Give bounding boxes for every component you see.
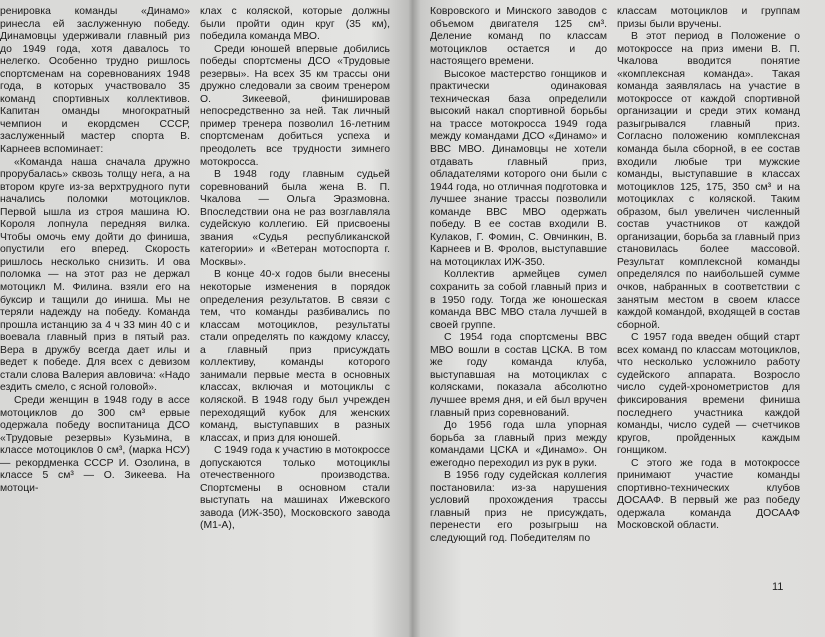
right-page — [412, 0, 825, 637]
paragraph: С 1954 года спортсмены ВВС МВО вошли в состав ЦСКА. В том же году команда клуба, выступавшая на мотоциклах с колясками, показала абсолютно лучшее время дня, и ей был вручен главный приз соревнований. — [430, 332, 607, 419]
right-column-1 — [430, 6, 607, 546]
left-column-1 — [0, 6, 190, 495]
page-number: 11 — [772, 581, 784, 593]
paragraph: С 1957 года введен общий старт всех команд по классам мотоциклов, что несколько усложнило работу судейского аппарата. Возросло число судей-хронометристов для фиксирования времени финиша последнего участника каждой команды, число судей — счетчиков кругов, пройденных каждым гонщиком. — [617, 332, 800, 457]
left-column-2 — [200, 6, 390, 533]
paragraph: В 1956 году судейская коллегия постановила: из-за нарушения условий прохождения трассы главный приз не присуждать, перенести его розыгрыш на следующий год. Победителям по — [430, 470, 607, 544]
paragraph: Ковровского и Минского заводов с объемом двигателя 125 см³. Деление команд по классам мотоциклов остается и до настоящего времени. — [430, 6, 607, 68]
paragraph: До 1956 года шла упорная борьба за главный приз между командами ЦСКА и «Динамо». Он ежегодно переходил из рук в руки. — [430, 420, 607, 469]
left-page — [0, 0, 400, 637]
paragraph: Среди юношей впервые добились победы спортсмены ДСО «Трудовые резервы». На всех 35 км трассы они дружно следовали за своим тренером О. Зикеевой, финишировав непосредственно за ней. Так личный пример тренера позволил 16-летним спортсменам добиться успеха и преодолеть все трудности зимнего мотокросса. — [200, 43, 390, 168]
paragraph: ренировка команды «Динамо» ринесла ей заслуженную победу. Динамовцы удерживали главный риз до 1949 года, хотя давалось то нелегко. Особенно трудно ришлось спортсменам на соревнованиях 1948 года, в которых участвовало 35 команд спортивных коллективов. Капитан оманды многократный чемпион и екордсмен СССР, заслуженный мастер спорта В. Карнеев вспоминает: — [0, 6, 190, 156]
paragraph: С этого же года в мотокроссе принимают участие команды спортивно-технических клубов ДОСААФ. В первый же раз победу одержала команда ДОСААФ Московской области. — [617, 457, 800, 532]
paragraph: клах с коляской, которые должны были пройти один круг (35 км), победила команда МВО. — [200, 6, 390, 43]
paragraph: «Команда наша сначала дружно прорубалась» сквозь толщу нега, а на втором круге из-за верхтрудного пути начались поломки мотоциклов. Первой ышла из строя машина Ю. Короля лопнула передняя вилка. Чтобы омочь ему дойти до финиша, опустили его вперед. Скорость ришлось несколько снизить. И ова поломка — на этот раз не держал мотоцикл М. Филина. взяли его на буксир и тащили до иниша. Мы не теряли надежду на победу. Команда прошла истанцию за 4 ч 33 мин 40 с и воевала главный приз в пятый раз. Вера в дружбу всегда дает илы и ведет к победе. Для всех с девизом стали слова Валерия авловича: «Надо ездить смело, с ясной головой». — [0, 156, 190, 394]
paragraph: Высокое мастерство гонщиков и практически одинаковая техническая база определили высокий накал спортивной борьбы на трассе мотокросса 1949 года между командами ДСО «Динамо» и ВВС МВО. Динамовцы не хотели отдавать главный приз, обладателями которого они были с 1944 года, но отличная подготовка и лучшее знание трассы позволили команде ВВС МВО одержать победу. В ее состав входили В. Кулаков, Г. Фомин, С. Овчинкин, В. Карнеев и В. Фролов, выступавшие на мотоциклах ИЖ-350. — [430, 68, 607, 268]
paragraph: Среди женщин в 1948 году в ассе мотоциклов до 300 см³ ервые одержала победу воспитаница ДСО «Трудовые резервы» Кузьмина, в классе мотоциклов 0 см³, (марка НСУ) — рекордменка СССР И. Озолина, в классе 5 см³ — О. Зикеева. На мотоци- — [0, 394, 190, 494]
paragraph: В 1948 году главным судьей соревнований была жена В. П. Чкалова — Ольга Эразмовна. Впоследствии она не раз возглавляла судейскую коллегию. Ей присвоены звания «Судья республиканской категории» и «Ветеран мотоспорта г. Москвы». — [200, 169, 390, 268]
paragraph: Коллектив армейцев сумел сохранить за собой главный приз и в 1950 году. Тогда же юношеская команда ВВС МВО стала лучшей в своей группе. — [430, 269, 607, 331]
paragraph: В этот период в Положение о мотокроссе на приз имени В. П. Чкалова вводится понятие «комплексная команда». Такая команда заявлялась на участие в мотокроссе от каждой спортивной организации и среди этих команд разыгрывался главный приз. Согласно положению комплексная команда была сборной, в ее состав входили любые три мужские команды, выступавшие в классах мотоциклов 125, 175, 350 см³ и на мотоциклах с коляской. Таким образом, был увеличен численный состав участников от каждой организации, борьба за главный приз становилась более массовой. Результат комплексной команды определялся по наибольшей сумме очков, набранных в соответствии с занятым местом в своем классе каждой командой, входящей в состав сборной. — [617, 31, 800, 331]
paragraph: В конце 40-х годов были внесены некоторые изменения в порядок определения результатов. В связи с тем, что команды разбивались по классам мотоциклов, результаты стали определять по каждому классу, а главный приз присуждать коллективу, команды которого занимали первые места в основных классах, включая и мотоциклы с коляской. В 1948 году был учрежден переходящий кубок для женских команд, выступавших в разных классах, и приз для юношей. — [200, 269, 390, 444]
paragraph: классам мотоциклов и группам призы были вручены. — [617, 6, 800, 30]
paragraph: С 1949 года к участию в мотокроссе допускаются только мотоциклы отечественного производства. Спортсмены в основном стали выступать на машинах Ижевского завода (ИЖ-350), Московского завода (М1-А), — [200, 445, 390, 532]
right-column-2 — [617, 6, 800, 533]
